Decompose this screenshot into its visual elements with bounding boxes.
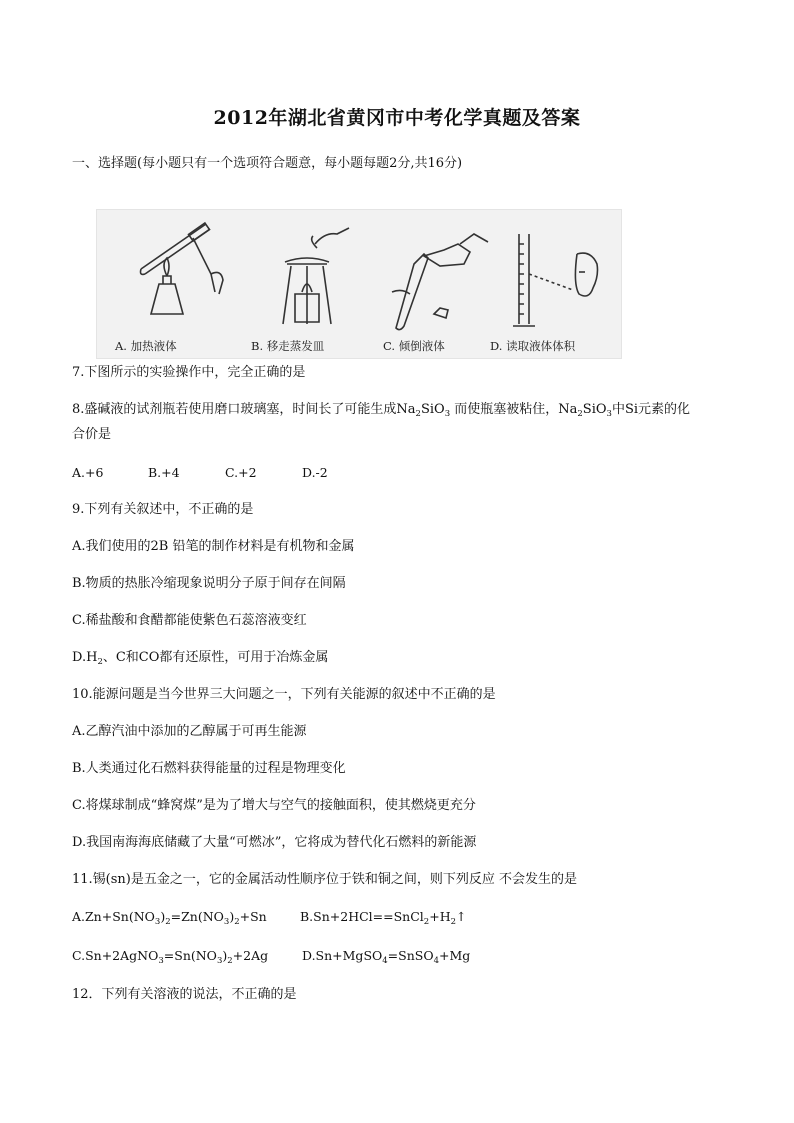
caption-b: B. 移走蒸发皿 xyxy=(251,339,325,353)
caption-d: D. 读取液体体积 xyxy=(490,339,576,353)
caption-c: C. 倾倒液体 xyxy=(383,339,445,353)
question-9: 9.下列有关叙述中，不正确的是 xyxy=(72,502,254,517)
q9-option-b: B.物质的热胀冷缩现象说明分子原于间存在间隔 xyxy=(72,576,346,591)
evaporating-dish-illustration xyxy=(247,214,367,334)
q11-option-a: $A.Zn+Sn(NO_3)_2=Zn(NO_3)_2+Sn$ xyxy=(72,909,267,927)
section-heading: 一、选择题(每小题只有一个选项符合题意，每小题每题2分,共16分) xyxy=(72,156,463,171)
question-8-stem-line2: 合价是 xyxy=(72,427,112,442)
question-10: 10.能源问题是当今世界三大问题之一，下列有关能源的叙述中不正确的是 xyxy=(72,687,496,702)
question-11: 11.锡(sn)是五金之一，它的金属活动性顺序位于铁和铜之间，则下列反应 不会发生的是 xyxy=(72,872,577,887)
q9-option-d: $D.H_2$、C和CO都有还原性，可用于冶炼金属 xyxy=(72,650,329,667)
q11-option-c: $C.Sn+2AgNO_3=Sn(NO_3)_2+2Ag$ xyxy=(72,948,269,966)
question-12: 12．下列有关溶液的说法，不正确的是 xyxy=(72,987,297,1002)
q9-option-a: A.我们使用的2B 铅笔的制作材料是有机物和金属 xyxy=(72,539,355,554)
page-title: 2012年湖北省黄冈市中考化学真题及答案 xyxy=(213,107,581,129)
q8-option-a: A.+6 xyxy=(72,465,104,480)
pouring-liquid-illustration xyxy=(374,214,494,334)
q10-option-a: A.乙醇汽油中添加的乙醇属于可再生能源 xyxy=(72,724,307,739)
q10-option-d: D.我国南海海底储藏了大量“可燃冰”，它将成为替代化石燃料的新能源 xyxy=(72,835,477,850)
q11-option-b: $B.Sn+2HCl==SnCl_2+H_2↑$ xyxy=(300,909,467,927)
q8-option-d: D.-2 xyxy=(302,465,328,480)
q8-option-b: B.+4 xyxy=(148,465,180,480)
q10-option-c: C.将煤球制成“蜂窝煤”是为了增大与空气的接触面积，使其燃烧更充分 xyxy=(72,798,476,813)
graduated-cylinder-illustration xyxy=(493,214,613,334)
heating-liquid-illustration xyxy=(111,214,231,334)
q9-option-c: C.稀盐酸和食醋都能使紫色石蕊溶液变红 xyxy=(72,613,307,628)
caption-a: A. 加热液体 xyxy=(115,339,177,353)
q8-option-c: C.+2 xyxy=(225,465,257,480)
q10-option-b: B.人类通过化石燃料获得能量的过程是物理变化 xyxy=(72,761,346,776)
question-8-stem: 8.盛碱液的试剂瓶若使用磨口玻璃塞，时间长了可能生成$Na_2SiO_3$ 而使瓶塞被粘住，$Na_2SiO_3$中Si元素的化 xyxy=(72,402,691,419)
experiment-figure xyxy=(96,209,622,359)
q11-option-d: D.Sn+MgSO$_4$=SnSO$_4$+Mg xyxy=(302,948,471,966)
question-7: 7.下图所示的实验操作中，完全正确的是 xyxy=(72,365,306,380)
